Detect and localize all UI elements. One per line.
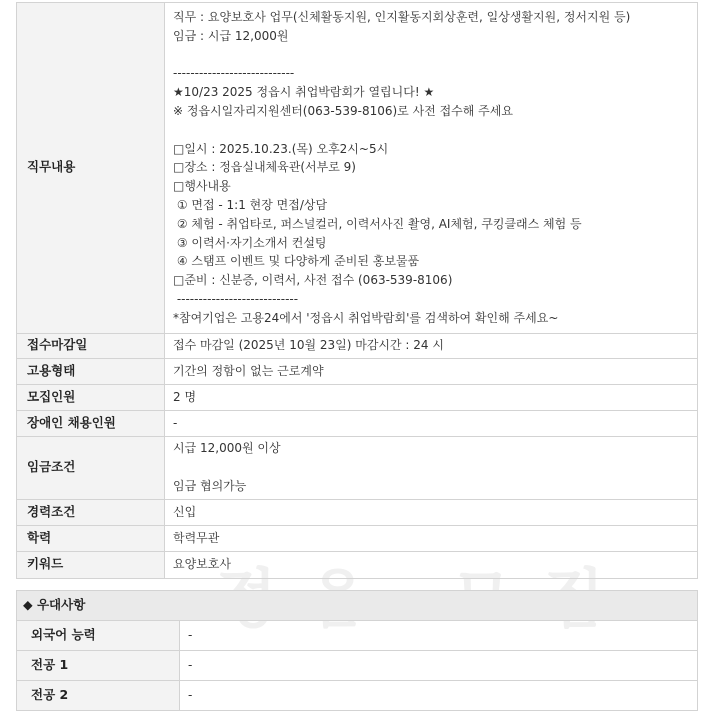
major2-label: 전공 2 [17, 681, 180, 711]
preference-header-row [17, 591, 698, 621]
experience-value: 신입 [165, 499, 698, 525]
preference-table [16, 590, 698, 711]
education-row [17, 525, 698, 551]
wage-line: 임금 협의가능 [173, 478, 247, 493]
employment-type-row [17, 358, 698, 384]
duties-line: ① 면접 - 1:1 현장 면접/상담 [173, 197, 328, 212]
duties-line: □행사내용 [173, 179, 231, 194]
duties-line: 임금 : 시급 12,000원 [173, 28, 289, 43]
duties-line: □일시 : 2025.10.23.(목) 오후2시~5시 [173, 141, 389, 156]
duties-line [173, 121, 691, 140]
duties-line [173, 46, 691, 65]
major1-value: - [180, 651, 698, 681]
language-value: - [180, 621, 698, 651]
headcount-value: 2 명 [165, 384, 698, 410]
duties-line: ④ 스탬프 이벤트 및 다양하게 준비된 홍보물품 [173, 254, 420, 269]
duties-line: ---------------------------- [173, 291, 299, 306]
wage-label: 임금조건 [17, 436, 165, 499]
duties-line: ※ 정읍시일자리지원센터(063-539-8106)로 사전 접수해 주세요 [173, 103, 513, 118]
deadline-value: 접수 마감일 (2025년 10월 23일) 마감시간 : 24 시 [165, 333, 698, 358]
duties-row [17, 3, 698, 334]
wage-line: 시급 12,000원 이상 [173, 441, 281, 456]
duties-line: ★10/23 2025 정읍시 취업박람회가 열립니다! ★ [173, 85, 435, 100]
experience-label: 경력조건 [17, 499, 165, 525]
education-value: 학력무관 [165, 525, 698, 551]
major1-row [17, 651, 698, 681]
major2-row [17, 681, 698, 711]
preference-title: ◆ 우대사항 [17, 591, 698, 621]
deadline-row [17, 333, 698, 358]
duties-label: 직무내용 [17, 3, 165, 334]
disabled-hiring-label: 장애인 채용인원 [17, 410, 165, 436]
deadline-label: 접수마감일 [17, 333, 165, 358]
major2-value: - [180, 681, 698, 711]
keyword-value: 요양보호사 [165, 551, 698, 578]
language-label: 외국어 능력 [17, 621, 180, 651]
keyword-row [17, 551, 698, 578]
duties-line: □장소 : 정읍실내체육관(서부로 9) [173, 160, 356, 175]
major1-label: 전공 1 [17, 651, 180, 681]
headcount-row [17, 384, 698, 410]
duties-line: □준비 : 신분증, 이력서, 사전 접수 (063-539-8106) [173, 273, 453, 288]
duties-line: ③ 이력서·자기소개서 컨설팅 [173, 235, 327, 250]
duties-line: ---------------------------- [173, 66, 295, 81]
employment-type-value: 기간의 정함이 없는 근로계약 [165, 358, 698, 384]
disabled-hiring-value: - [165, 410, 698, 436]
education-label: 학력 [17, 525, 165, 551]
experience-row [17, 499, 698, 525]
wage-line [173, 458, 691, 477]
duties-line: 직무 : 요양보호사 업무(신체활동지원, 인지활동지회상훈련, 일상생활지원, 정서지원 등) [173, 10, 631, 24]
duties-line: ② 체험 - 취업타로, 퍼스널컬러, 이력서사진 촬영, AI체험, 쿠킹클래스 체험 등 [173, 216, 582, 231]
language-row [17, 621, 698, 651]
job-detail-table [16, 2, 698, 579]
duties-line: *참여기업은 고용24에서 '정읍시 취업박람회'를 검색하여 확인해 주세요~ [173, 310, 559, 325]
employment-type-label: 고용형태 [17, 358, 165, 384]
disabled-hiring-row [17, 410, 698, 436]
keyword-label: 키워드 [17, 551, 165, 578]
headcount-label: 모집인원 [17, 384, 165, 410]
wage-content [165, 436, 698, 499]
wage-row [17, 436, 698, 499]
duties-content [165, 3, 698, 334]
